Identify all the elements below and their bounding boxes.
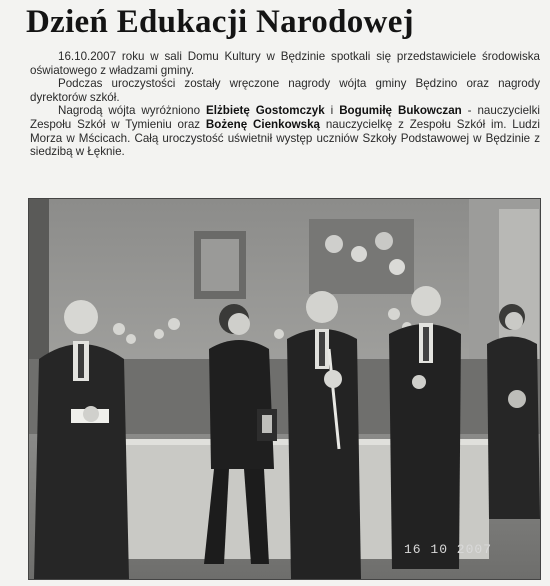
paragraph-3-text-b: i (324, 104, 340, 118)
paragraph-3-text-d: nauczycielkę z Zespołu Szkół im. Ludzi Morza w Mścicach. Całą uroczystość uświetnił występ uczniów Szkoły Podstawowej w Będzinie z siedzibą w Łęknie. (30, 117, 541, 159)
paragraph-3 (30, 104, 540, 158)
paragraph-2: Podczas uroczystości zostały wręczone nagrody wójta gminy Będzino oraz nagrody dyrektorów szkół. (30, 77, 540, 104)
paragraph-1: 16.10.2007 roku w sali Domu Kultury w Będzinie spotkali się przedstawiciele środowiska oświatowego z władzami gminy. (30, 50, 540, 77)
awardee-name-2: Bogumiłę Bukowczan (339, 104, 462, 118)
awardee-name-3: Bożenę Cienkowską (205, 117, 321, 131)
awardee-name-1: Elżbietę Gostomczyk (206, 104, 325, 118)
article-headline: Dzień Edukacji Narodowej (26, 4, 414, 40)
ceremony-photo-illustration (29, 199, 540, 579)
ceremony-photo (28, 198, 541, 580)
photo-date-stamp: 16 10 2007 (403, 542, 492, 557)
article-body (30, 50, 540, 159)
paragraph-3-text-a: Nagrodą wójta wyróżniono (58, 104, 207, 118)
paragraph-3-text-c: - nauczycielki Zespołu Szkół w Tymieniu oraz (30, 104, 540, 131)
